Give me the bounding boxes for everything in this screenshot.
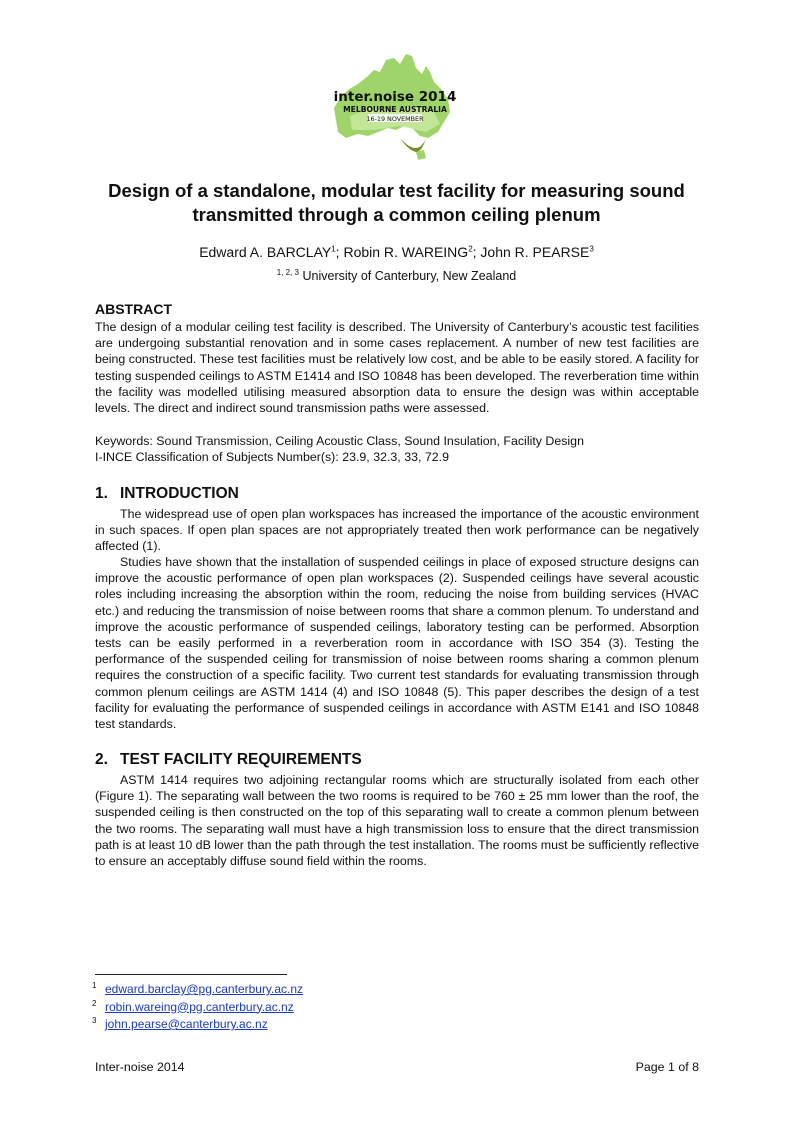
boomerang-icon	[400, 138, 426, 152]
footer-conference: Inter-noise 2014	[95, 1060, 185, 1074]
email-link-1[interactable]: edward.barclay@pg.canterbury.ac.nz	[105, 982, 304, 996]
footnote-3: $^3$ john.pearse@canterbury.ac.nz	[92, 1016, 268, 1031]
keywords-block	[95, 433, 699, 465]
section-2-heading	[95, 750, 362, 769]
author-list	[60, 240, 733, 261]
affiliation	[60, 265, 733, 284]
logo-city: MELBOURNE AUSTRALIA	[343, 105, 447, 114]
logo-dates: 16-19 NOVEMBER	[366, 115, 424, 123]
footnote-divider	[95, 974, 287, 975]
section-2-title: TEST FACILITY REQUIREMENTS	[120, 751, 362, 768]
footnotes	[92, 979, 303, 1032]
email-link-2[interactable]: robin.wareing@pg.canterbury.ac.nz	[105, 999, 294, 1014]
section-2-number: 2.	[95, 751, 108, 768]
intro-paragraph-1: The widespread use of open plan workspaces has increased the importance of the acoustic environment in such spaces. If open plan spaces are not appropriately treated then work performance can be negatively affected (1).	[95, 507, 699, 554]
footnote-1: $^1$ edward.barclay@pg.canterbury.ac.nz	[92, 981, 304, 996]
affiliation-marks: 1, 2, 3	[276, 268, 300, 277]
abstract-heading: ABSTRACT	[95, 301, 172, 317]
section-1-heading	[95, 484, 239, 503]
classification: I-INCE Classification of Subjects Number(s): 23.9, 32.3, 33, 72.9	[95, 450, 449, 465]
email-link-3[interactable]: john.pearse@canterbury.ac.nz	[105, 1017, 268, 1031]
author-3: John R. PEARSE$^3$	[480, 243, 594, 260]
requirements-paragraph-1: ASTM 1414 requires two adjoining rectangular rooms which are structurally isolated from each other (Figure 1). The separating wall between the two rooms is required to be 760 ± 25 mm lower than the roof, the suspended ceiling is then constructed on the top of this separating wall to create a common plenum between the two rooms. The separating wall must have a high transmission loss to ensure that the direct transmission path is at least 10 dB lower than the path through the test installation. The rooms must be sufficiently reflective to ensure an acceptably diffuse sound field within the rooms.	[95, 773, 699, 869]
paper-title: Design of a standalone, modular test facility for measuring sound transmitted through a common ceiling plenum	[108, 180, 685, 225]
affiliation-text: University of Canterbury, New Zealand	[299, 269, 517, 284]
australia-map-icon	[330, 46, 460, 168]
section-1-title: INTRODUCTION	[120, 485, 239, 502]
author-2: Robin R. WAREING$^2$;	[343, 243, 481, 260]
keywords: Keywords: Sound Transmission, Ceiling Acoustic Class, Sound Insulation, Facility Design	[95, 434, 584, 448]
footnote-2: $^2$ robin.wareing@pg.canterbury.ac.nz	[92, 998, 294, 1014]
logo-name: inter.noise 2014	[333, 89, 457, 105]
section-1-number: 1.	[95, 485, 108, 502]
author-1: Edward A. BARCLAY$^1$;	[199, 243, 344, 260]
conference-logo	[330, 46, 460, 168]
intro-paragraph-2: Studies have shown that the installation of suspended ceilings in place of exposed structure designs can improve the acoustic performance of open plan workspaces (2). Suspended ceilings have several acoustic roles including increasing the absorption within the room, reducing the noise from building services (HVAC etc.) and reducing the transmission of noise between rooms that share a common plenum. To understand and improve the acoustic performance of suspended ceilings, laboratory testing can be performed. Absorption tests can be easily performed in a reverberation room in accordance with ISO 354 (3). Testing the performance of the suspended ceiling for transmission of noise between rooms sharing a common plenum requires the construction of a specific facility. Two current test standards for evaluating transmission through common plenum ceilings are ASTM 1414 (4) and ISO 10848 (5). This paper describes the design of a test facility for evaluating the performance of suspended ceilings in accordance with ASTM E141 and ISO 10848 test standards.	[95, 555, 699, 732]
footer-page-number: Page 1 of 8	[635, 1060, 699, 1074]
abstract-text: The design of a modular ceiling test facility is described. The University of Canterbury’s acoustic test facilities are undergoing substantial renovation and in some cases replacement. A number of new test facilities are being constructed. These test facilities must be relatively low cost, and be able to be easily stored. A facility for testing suspended ceilings to ASTM E1414 and ISO 10848 has been developed. The reverberation time within the facility was modelled utilising measured absorption data to ensure the design was within acceptable levels. The direct and indirect sound transmission paths were assessed.	[95, 320, 699, 416]
